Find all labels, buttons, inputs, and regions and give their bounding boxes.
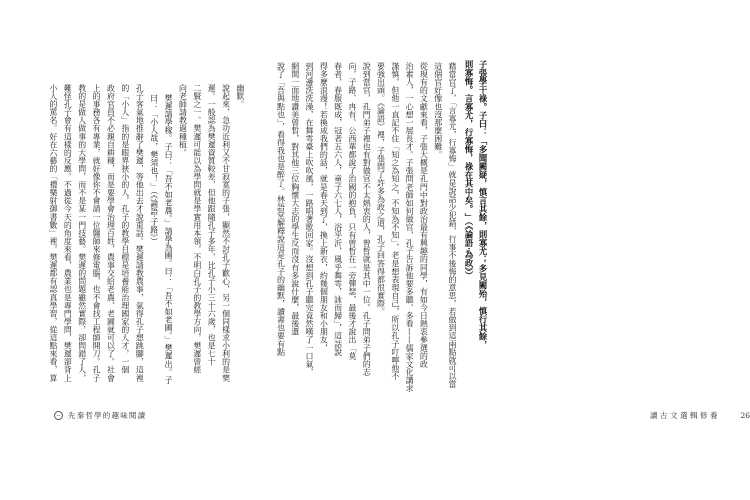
text-column: 向老師請教過種植。 xyxy=(178,84,188,157)
left-footer xyxy=(54,410,146,421)
text-column: 網開一面地讚美曾晳，對其他三位胸懷大志的學生反而沒有多說什麼，最後還 xyxy=(290,62,300,336)
text-column: 遲。一般認為樊遲資質較差，但他跟隨孔子多年，比孔子小三十六歲，也是七十 xyxy=(207,84,217,366)
cartoon-icon xyxy=(54,411,63,420)
text-column: 向，子路、冉有、公西華都說了治國的抱負，只有曾晳在一旁彈瑟，最後才說出「莫 xyxy=(347,62,357,360)
right-running-title: 讀古文選輯修養 xyxy=(650,411,720,420)
text-column: 說到當官，孔門弟子裡也有對做官不太熱衷的人，曾晳就是其中一位。孔子問弟子們的志 xyxy=(362,62,372,376)
text-column: 要強出頭。《論語》裡，子張問了許多為政之道，孔子回答得都很實際。 xyxy=(376,62,386,316)
text-column: 的「小人」指的是眼界狹小的人，孔子的教學目標是培養能治理國家的人才，一個 xyxy=(120,84,130,374)
text-column: 到河邊洗洗澡，在舞雩臺上吹吹風，一路唱著歌回家。沒想到孔子聽完竟然嘆了一口氣， xyxy=(305,62,315,376)
quote-column: 則寡悔。言寡尤，行寡悔，祿在其中矣。」（《論語‧為政》） xyxy=(464,60,474,280)
right-footer xyxy=(650,410,750,421)
text-column: 教的是做人做事的大學問，而不是某一門技藝。樊遲的問題雖然實際，卻問錯了人， xyxy=(77,84,87,382)
text-column: 得多麼浪漫！若換成我們的話，就是春天到了，換上新衣，約幾個朋友和小朋友， xyxy=(319,62,329,352)
right-page xyxy=(262,0,750,500)
text-column: 春者，春服既成，冠者五六人，童子六七人，浴乎沂，風乎舞雩，詠而歸」，這話說 xyxy=(333,62,343,356)
text-column: 從現有的文獻來看，子張大概是孔門中對政治最有興趣的同學，有如今日熱衷參選的政 xyxy=(419,62,429,368)
text-column: 這個官好像也沒那麼困難。 xyxy=(433,62,443,159)
text-column: 政府官員不必親自耕種，而是要學會治理百姓，農事交給老農、老圃就可以了。社會 xyxy=(106,84,116,382)
text-column: 二賢之一。樊遲可能以為學問就是學實用本領，不明白孔子的教學方向，樊遲曾經 xyxy=(192,84,202,374)
text-column: 謹慎，但他一直記不住「知之為知之，不知為不知」，老是想表現自己，所以孔子叮嚀他不 xyxy=(390,62,400,380)
text-column: 難怪孔子會有這樣的反應。不過從今天的角度來看，農業也是專門學問，樊遲卻背上 xyxy=(63,84,73,382)
text-column: 上的事務各有專業，就好像你不會請一位醫師來修電腦，也不會找工程師開刀。孔子 xyxy=(92,84,102,382)
quote-column: 樊遲請學稼。子曰：「吾不如老農。」請學為圃。曰：「吾不如老圃。」樊遲出。子 xyxy=(164,94,174,384)
text-column: 幽默。 xyxy=(236,84,245,109)
right-page-quote-block xyxy=(462,60,490,360)
left-running-title: 先秦哲學的趣味閱讀 xyxy=(68,411,147,420)
text-column: 藉當官了，「言寡尤，行寡悔」就是說話少犯錯，行事不後悔的意思，若做到這兩點就可以當 xyxy=(448,62,457,389)
right-page-text-block xyxy=(273,62,459,394)
left-page-text-block xyxy=(45,84,247,394)
text-column: 治素人，一心想一展長才。子張問老師如何做官，孔子告訴他要多聽、多看——儒家文化講求 xyxy=(405,62,415,393)
quote-column: 子張學干祿。子曰：「多聞闕疑，慎言其餘，則寡尤；多見闕殆，慎行其餘， xyxy=(478,60,488,349)
text-column: 說起來，急功近利又不甘寂寞的子張，顯然不討孔子歡心，另一個同樣求小利的是樊 xyxy=(221,84,231,382)
quote-column: 曰：「小人哉，樊須也！」（《論語‧子路》） xyxy=(149,94,159,246)
page-number: 26 xyxy=(740,411,750,420)
text-column: 說了「吾與點也」，看得我也是醉了。林語堂解釋說這是孔子的幽默，讀書也要有點 xyxy=(276,62,286,356)
text-column: 小人的罵名。好在六藝的「禮樂射御書數」裡，樊遲都有認真學習，從這點來看，算 xyxy=(48,84,58,382)
left-page xyxy=(0,0,262,500)
text-column: 孔子客氣地推辭了樊遲，等他出去才說重話。樊遲請教農事，氣得孔子想跳腳，這裡 xyxy=(135,84,145,382)
